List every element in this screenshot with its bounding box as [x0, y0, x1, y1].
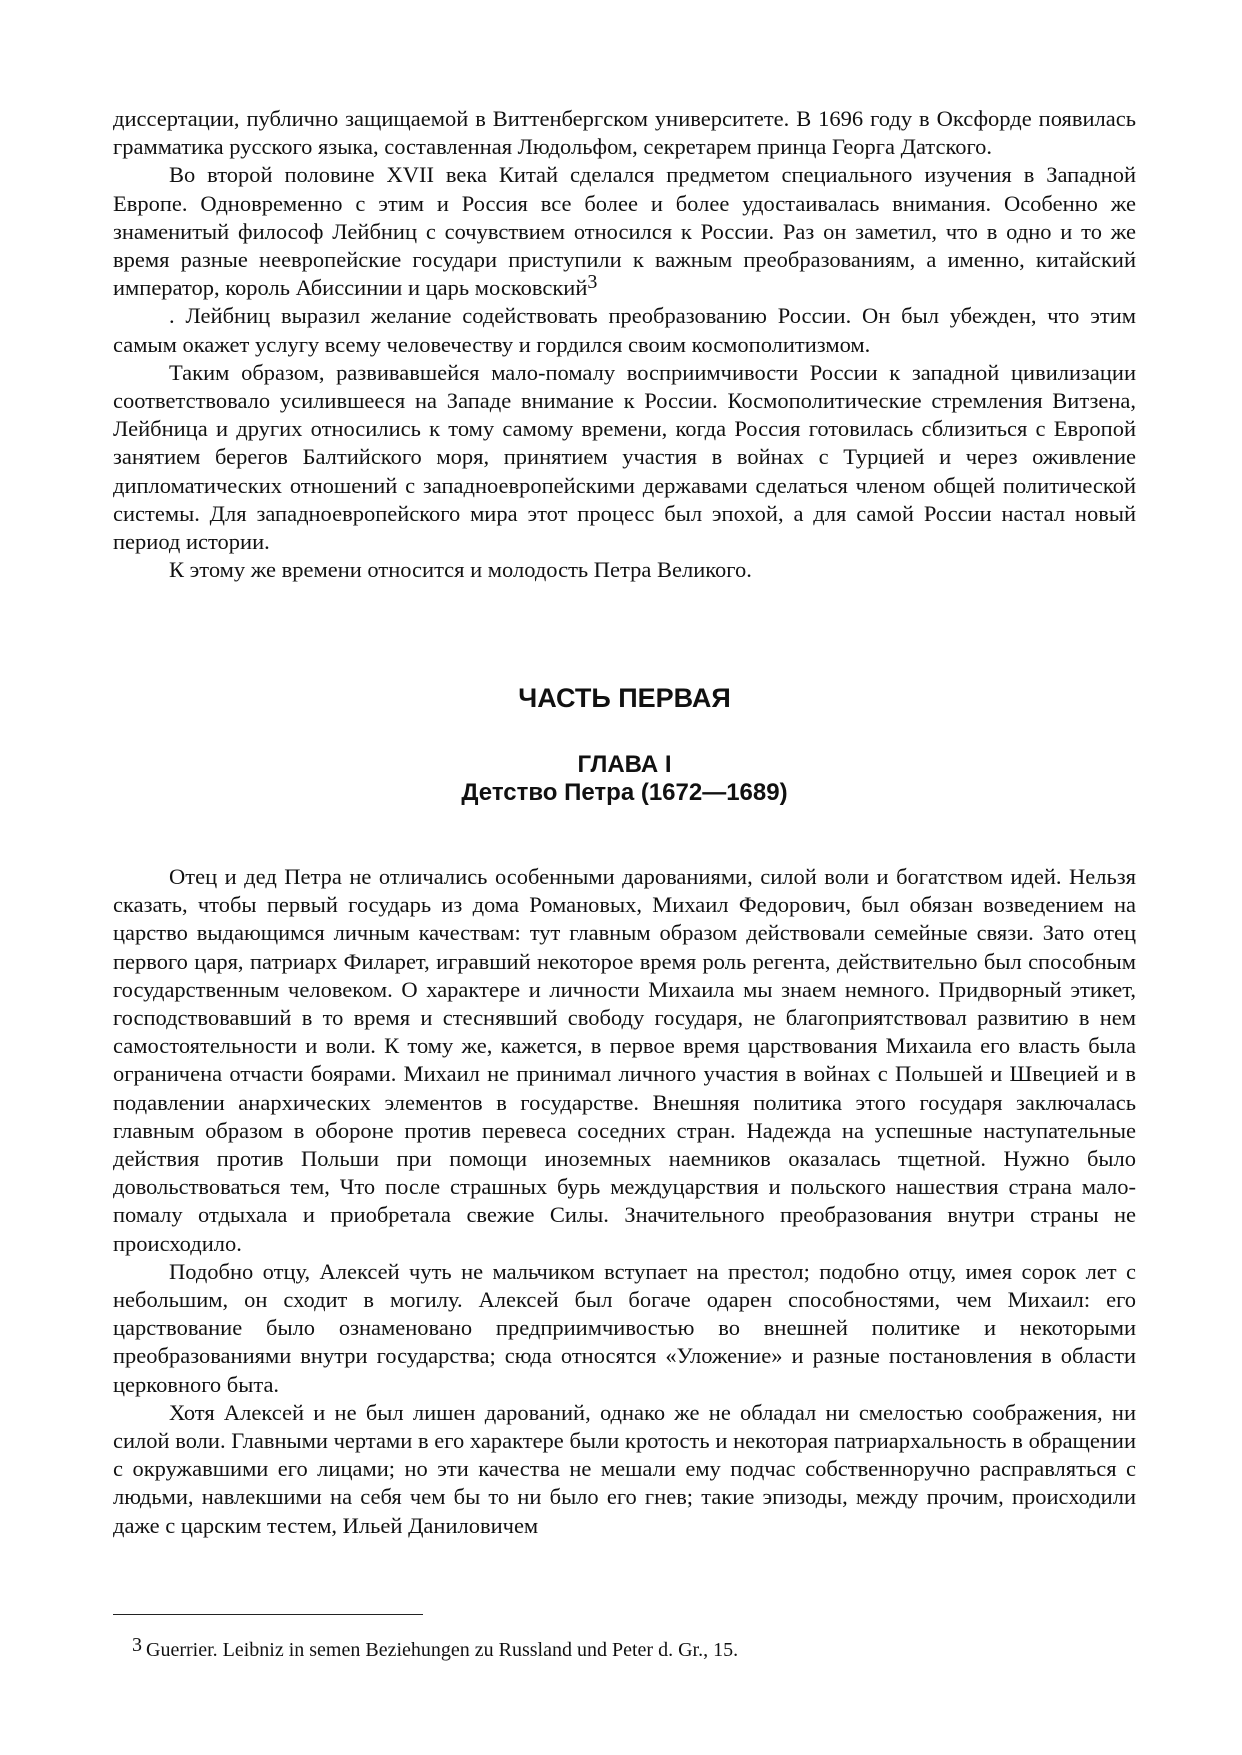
chapter-text-block [113, 863, 1136, 1540]
paragraph: диссертации, публично защищаемой в Виттенбергском университете. В 1696 году в Оксфорде появилась грамматика русского языка, составленная Людольфом, секретарем принца Георга Датского. [113, 106, 1136, 160]
part-title: ЧАСТЬ ПЕРВАЯ [518, 683, 731, 713]
footnote-divider [113, 1614, 423, 1615]
paragraph: Подобно отцу, Алексей чуть не мальчиком вступает на престол; подобно отцу, имея сорок лет с небольшим, он сходит в могилу. Алексей был богаче одарен способностями, чем Михаил: его царствование было ознаменовано предприимчивостью во внешней политике и некоторыми преобразованиями внутри государства; сюда относятся «Уложение» и разные постановления в области церковного быта. [113, 1258, 1136, 1397]
intro-text-block [113, 105, 1136, 584]
chapter-label: ГЛАВА I [577, 751, 672, 778]
paragraph: . Лейбниц выразил желание содействовать преобразованию России. Он был убежден, что этим самым окажет услугу всему человечеству и гордился своим космополитизмом. [113, 303, 1136, 357]
footnote [132, 1634, 1132, 1663]
footnote-text: Guerrier. Leibniz in semen Beziehungen zu Russland und Peter d. Gr., 15. [146, 1639, 739, 1661]
paragraph: Отец и дед Петра не отличались особенными дарованиями, силой воли и богатством идей. Нельзя сказать, чтобы первый государь из дома Романовых, Михаил Федорович, был обязан возведением на царство выдающимся личным качествам: тут главным образом действовали семейные связи. Зато отец первого царя, патриарх Филарет, игравший некоторое время роль регента, действительно был способным государственным человеком. О характере и личности Михаила мы знаем немного. Придворный этикет, господствовавший в то время и стеснявший свободу государя, не благоприятствовал развитию в нем самостоятельности и воли. К тому же, кажется, в первое время царствования Михаила его власть была ограничена отчасти боярами. Михаил не принимал личного участия в войнах с Польшей и Швецией и в подавлении анархических элементов в государстве. Внешняя политика этого государя заключалась главным образом в обороне против перевеса соседних стран. Надежда на успешные наступательные действия против Польши при помощи иноземных наемников оказалась тщетной. Нужно было довольствоваться тем, Что после страшных бурь междуцарствия и польского нашествия страна мало-помалу отдыхала и приобретала свежие Силы. Значительного преобразования внутри страны не происходило. [113, 864, 1136, 1256]
chapter-subtitle: Детство Петра (1672—1689) [461, 779, 788, 806]
paragraph: К этому же времени относится и молодость Петра Великого. [169, 557, 752, 583]
paragraph: Таким образом, развивавшейся мало-помалу восприимчивости России к западной цивилизации соответствовало усилившееся на Западе внимание к России. Космополитические стремления Витзена, Лейбница и других относились к тому самому времени, когда Россия готовилась сблизиться с Европой занятием берегов Балтийского моря, принятием участия в войнах с Турцией и через оживление дипломатических отношений с западноевропейскими державами сделаться членом общей политической системы. Для западноевропейского мира этот процесс был эпохой, а для самой России настал новый период истории. [113, 359, 1136, 555]
paragraph-text: Во второй половине XVII века Китай сделался предметом специального изучения в Западной Европе. Одновременно с этим и Россия все более и более удостаивалась внимания. Особенно же знаменитый философ Лейбниц с сочувствием относился к России. Раз он заметил, что в одно и то же время разные неевропейские государи приступили к важным преобразованиям, а именно, китайский император, король Абиссинии и царь московский [113, 162, 1136, 301]
paragraph-with-footnote [113, 161, 1136, 302]
footnote-marker: 3 [132, 1634, 142, 1656]
paragraph: Хотя Алексей и не был лишен дарований, однако же не обладал ни смелостью соображения, ни силой воли. Главными чертами в его характере были кротость и некоторая патриархальность в обращении с окружавшими его лицами; но эти качества не мешали ему подчас собственноручно расправляться с людьми, навлекшими на себя чем бы то ни было его гнев; такие эпизоды, между прочим, происходили даже с царским тестем, Ильей Даниловичем [113, 1399, 1136, 1538]
footnote-reference[interactable]: 3 [587, 271, 598, 294]
